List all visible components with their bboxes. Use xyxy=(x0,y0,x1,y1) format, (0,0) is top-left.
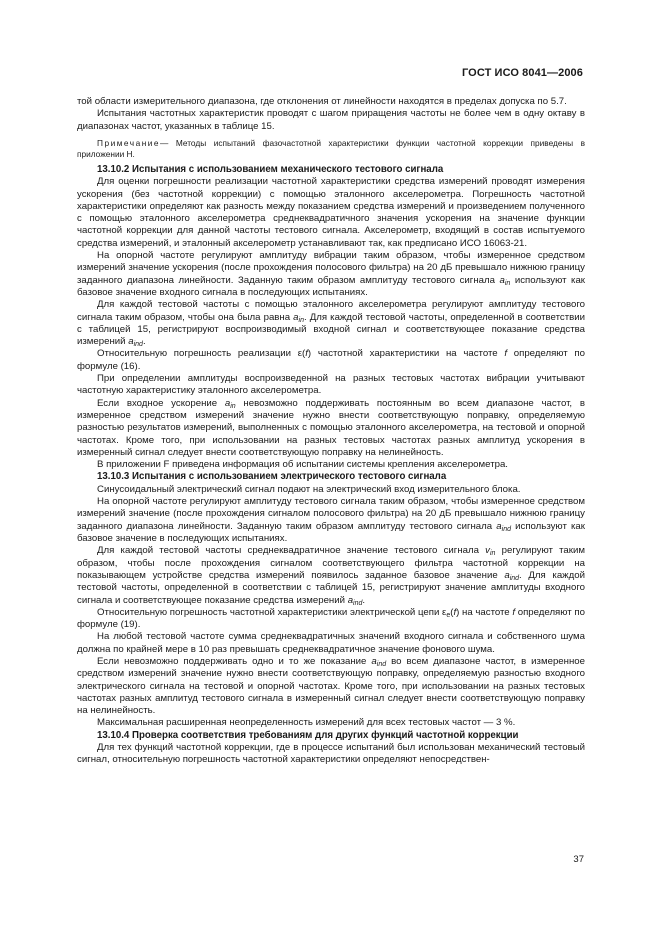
paragraph: Максимальная расширенная неопределенность измерений для всех тестовых частот — 3 %. xyxy=(97,717,516,729)
paragraph: На любой тестовой частоте сумма среднеквадратичных значений входного сигнала и собственного шума должна по крайней мере в 10 раз превышать среднеквадратичное значение фонового шума. xyxy=(77,631,585,655)
note xyxy=(77,138,585,160)
section-heading: 13.10.4 Проверка соответствия требованиям для других функций частотной коррекции xyxy=(97,729,519,741)
paragraph: Для каждой тестовой частоты среднеквадратичное значение тестового сигнала $v_{in}$ регулируют таким образом, чтобы после прохождения сигналом соответствующего фильтра частотной коррекции на показывающем устройстве средства измерений появилось заданное базовое значение $a_{ind}$. Для каждой тестовой частоты, определенной в соответствии с таблицей 15, регистрируют значение амплитуды входного сигнала и соответствующее показание средства измерений $a_{ind}$. xyxy=(77,545,585,607)
paragraph: Для тех функций частотной коррекции, где в процессе испытаний был использован механический тестовый сигнал, относительную погрешность частотной характеристики определяют непосредствен- xyxy=(77,742,585,766)
paragraph: Синусоидальный электрический сигнал подают на электрический вход измерительного блока. xyxy=(97,483,521,495)
note-text: — Методы испытаний фазочастотной характеристики функции частотной коррекции приведены в приложении Н. xyxy=(77,137,585,159)
paragraph: При определении амплитуды воспроизведенной на разных тестовых частотах вибрации учитывают частотную характеристику эталонного акселерометра. xyxy=(77,373,585,397)
paragraph: Если входное ускорение $a_{in}$ невозможно поддерживать постоянным во всем диапазоне частот, в измеренное средством измерений значение нужно внести соответствующую поправку, определяемую разностью результатов измерений, выполненных с помощью эталонного акселерометра, на тестовой и опорной частотах. Кроме того, при использовании на разных тестовых частотах разных амплитуд ускорения в измеренный сигнал следует внести соответствующую поправку на нелинейность. xyxy=(77,397,585,458)
paragraph: Если невозможно поддерживать одно и то же показание $a_{ind}$ во всем диапазоне частот, в измеренное средством измерений значение нужно внести соответствующую поправку, определяемую разностью входного электрического сигнала на тестовой и опорной частотах. Кроме того, при использовании на разных тестовых частотах разных амплитуд тестового сигнала в измеренный сигнал следует внести соответствующую поправку на нелинейность. xyxy=(77,655,585,717)
paragraph: Испытания частотных характеристик проводят с шагом приращения частоты не более чем в одну октаву в диапазонах частот, указанных в таблице 15. xyxy=(77,108,585,132)
paragraph: Для оценки погрешности реализации частотной характеристики средства измерений проводят измерения ускорения (без частотной коррекции) с помощью эталонного акселерометра. Погрешность частотной характеристики определяют как разность между показанием средства измерений и произведением полученного с помощью эталонного акселерометра среднеквадратичного значения ускорения на значение функции частотной коррекции для данной частоты тестового сигнала. Акселерометр, входящий в состав испытуемого средства измерений, и эталонный акселерометр устанавливают так, как предписано ИСО 16063-21. xyxy=(77,176,585,249)
page-number: 37 xyxy=(573,854,584,865)
page-content xyxy=(77,96,585,767)
document-code: ГОСТ ИСО 8041—2006 xyxy=(461,67,583,79)
paragraph: Относительную погрешность частотной характеристики электрической цепи $\varepsilon_e(f)$ на частоте f определяют по формуле (19). xyxy=(77,606,585,631)
paragraph: В приложении F приведена информация об испытании системы крепления акселерометра. xyxy=(97,459,508,471)
paragraph: На опорной частоте регулируют амплитуду вибрации таким образом, чтобы измеренное средством измерений значение ускорения (после прохождения полосового фильтра) на 20 дБ превышало нижнюю границу заданного диапазона линейности. Заданную таким образом амплитуду тестового сигнала $a_{in}$ используют как базовое значение входного сигнала в последующих испытаниях. xyxy=(77,250,586,298)
paragraph: Для каждой тестовой частоты с помощью эталонного акселерометра регулируют амплитуду тестового сигнала таким образом, чтобы она была равна $a_{in}$. Для каждой тестовой частоты, определенной в соответствии с таблицей 15, регистрируют воспроизводимый входной сигнал и соответствующее показание средства измерений $a_{ind}$. xyxy=(77,299,585,349)
paragraph: На опорной частоте регулируют амплитуду тестового сигнала таким образом, чтобы измеренное средством измерений значение (после прохождения сигналом полосового фильтра) на 20 дБ превышало нижнюю границу заданного диапазона линейности. Заданную таким образом амплитуду тестового сигнала $a_{ind}$ используют как базовое значение в последующих испытаниях. xyxy=(77,496,585,545)
paragraph: той области измерительного диапазона, где отклонения от линейности находятся в пределах допуска по 5.7. xyxy=(77,96,567,107)
section-heading: 13.10.2 Испытания с использованием механического тестового сигнала xyxy=(97,163,444,175)
note-label: Примечание xyxy=(97,137,161,148)
paragraph: Относительную погрешность реализации ε(f) частотной характеристики на частоте f определяют по формуле (16). xyxy=(77,348,585,372)
section-heading: 13.10.3 Испытания с использованием электрического тестового сигнала xyxy=(97,471,447,483)
